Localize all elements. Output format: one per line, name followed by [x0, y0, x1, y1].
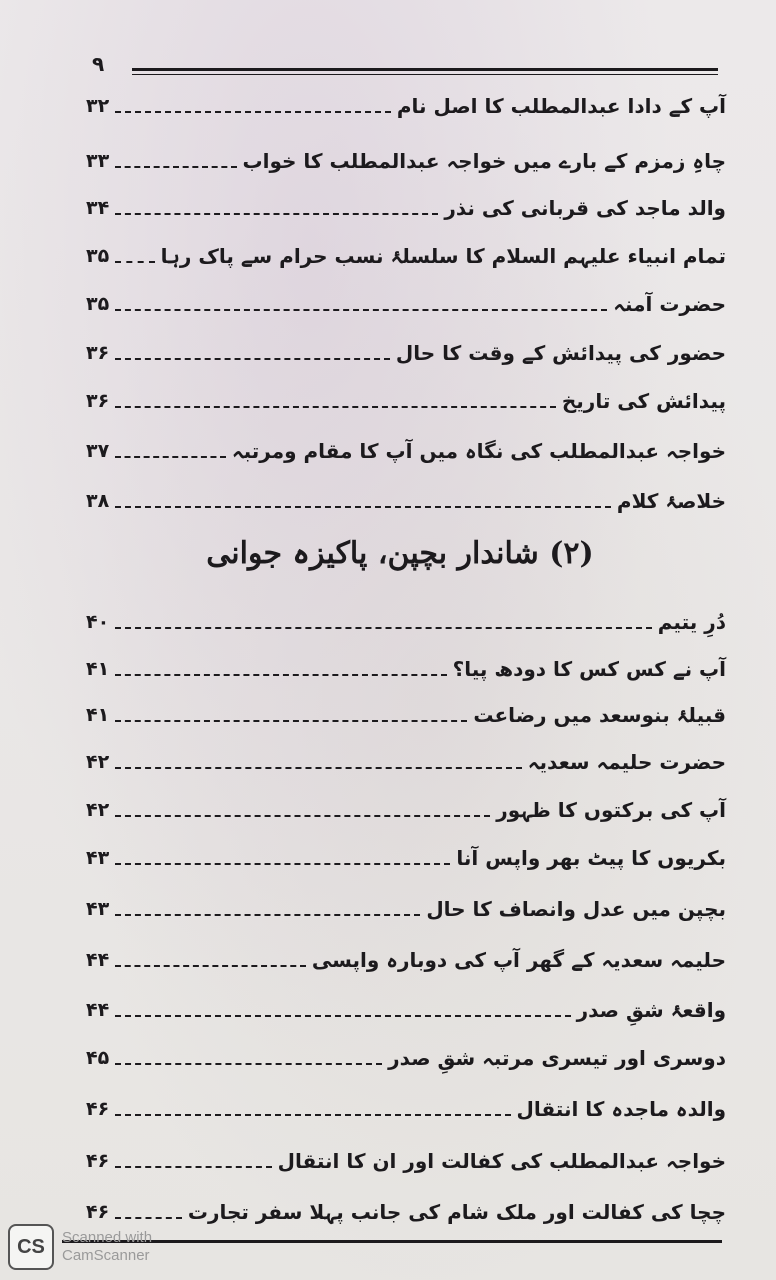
watermark-text — [62, 1229, 152, 1265]
dotted-leader — [115, 674, 446, 676]
toc-entry-page: ۳۷ — [86, 440, 110, 462]
toc-entry-title: والد ماجد کی قربانی کی نذر — [444, 196, 726, 220]
toc-entry[interactable] — [86, 1040, 726, 1076]
dotted-leader — [115, 456, 226, 458]
toc-entry[interactable] — [86, 383, 726, 419]
toc-entry[interactable] — [86, 483, 726, 519]
toc-entry-title: دوسری اور تیسری مرتبہ شقِ صدر — [388, 1046, 726, 1070]
dotted-leader — [115, 1015, 570, 1017]
toc-entry-title: دُرِ یتیم — [657, 610, 726, 634]
toc-entry[interactable] — [86, 1091, 726, 1127]
toc-entry[interactable] — [86, 651, 726, 687]
toc-entry[interactable] — [86, 335, 726, 371]
toc-entry-page: ۴۱ — [86, 704, 110, 726]
dotted-leader — [115, 815, 490, 817]
toc-entry-page: ۴۲ — [86, 799, 110, 821]
toc-entry-page: ۴۶ — [86, 1098, 110, 1120]
toc-entry[interactable] — [86, 792, 726, 828]
toc-entry-page: ۴۰ — [86, 611, 110, 633]
toc-entry-page: ۴۴ — [86, 949, 110, 971]
toc-entry-title: والدہ ماجدہ کا انتقال — [516, 1097, 726, 1121]
toc-entry-title: آپ نے کس کس کا دودھ پیا؟ — [452, 657, 726, 681]
toc-entry-title: پیدائش کی تاریخ — [561, 389, 726, 413]
toc-entry-page: ۳۸ — [86, 490, 110, 512]
toc-entry[interactable] — [86, 942, 726, 978]
toc-entry-page: ۴۳ — [86, 898, 110, 920]
dotted-leader — [115, 627, 652, 629]
toc-entry[interactable] — [86, 1143, 726, 1179]
toc-entry-page: ۴۶ — [86, 1201, 110, 1223]
toc-entry-title: واقعۂ شقِ صدر — [576, 998, 726, 1022]
toc-entry-title: چچا کی کفالت اور ملک شام کی جانب پہلا سفر تجارت — [187, 1200, 726, 1224]
toc-entry-title: آپ کے دادا عبدالمطلب کا اصل نام — [396, 94, 726, 118]
dotted-leader — [115, 1217, 182, 1219]
toc-entry[interactable] — [86, 697, 726, 733]
dotted-leader — [115, 213, 438, 215]
toc-entry-page: ۴۱ — [86, 658, 110, 680]
dotted-leader — [115, 358, 390, 360]
toc-entry-title: چاہِ زمزم کے بارے میں خواجہ عبدالمطلب کا خواب — [242, 149, 726, 173]
toc-entry-title: حضرت آمنہ — [613, 292, 726, 316]
toc-entry[interactable] — [86, 286, 726, 322]
toc-entry[interactable] — [86, 744, 726, 780]
dotted-leader — [115, 863, 450, 865]
toc-entry-page: ۳۶ — [86, 342, 110, 364]
toc-entry-page: ۴۴ — [86, 999, 110, 1021]
toc-entry-title: بچپن میں عدل وانصاف کا حال — [426, 897, 726, 921]
dotted-leader — [115, 406, 556, 408]
scanner-watermark — [8, 1224, 152, 1270]
toc-entry-page: ۴۲ — [86, 751, 110, 773]
footer-rule — [62, 1240, 722, 1243]
toc-entry-page: ۳۴ — [86, 197, 110, 219]
toc-entry-page: ۳۵ — [86, 293, 110, 315]
toc-entry[interactable] — [86, 238, 726, 274]
toc-entry-title: خواجہ عبدالمطلب کی کفالت اور ان کا انتقال — [277, 1149, 726, 1173]
toc-entry-title: حضور کی پیدائش کے وقت کا حال — [395, 341, 726, 365]
toc-entry-page: ۳۳ — [86, 150, 110, 172]
dotted-leader — [115, 111, 391, 113]
toc-entry[interactable] — [86, 891, 726, 927]
toc-entry-page: ۴۶ — [86, 1150, 110, 1172]
toc-entry-title: آپ کی برکتوں کا ظہور — [496, 798, 726, 822]
dotted-leader — [115, 309, 607, 311]
toc-entry-page: ۳۶ — [86, 390, 110, 412]
dotted-leader — [115, 506, 611, 508]
toc-entry-title: تمام انبیاء علیہم السلام کا سلسلۂ نسب حرام سے پاک رہا — [160, 244, 726, 268]
dotted-leader — [115, 767, 522, 769]
toc-entry-title: حلیمہ سعدیہ کے گھر آپ کی دوبارہ واپسی — [311, 948, 726, 972]
toc-entry[interactable] — [86, 604, 726, 640]
toc-entry[interactable] — [86, 433, 726, 469]
camscanner-logo-icon: CS — [8, 1224, 54, 1270]
toc-entry-page: ۳۵ — [86, 245, 110, 267]
toc-entry-page: ۴۳ — [86, 847, 110, 869]
toc-entry-title: خواجہ عبدالمطلب کی نگاہ میں آپ کا مقام ومرتبہ — [231, 439, 726, 463]
dotted-leader — [115, 1166, 271, 1168]
dotted-leader — [115, 720, 467, 722]
watermark-line-2: CamScanner — [62, 1247, 150, 1264]
toc-entry-title: خلاصۂ کلام — [616, 489, 726, 513]
toc-entry-title: قبیلۂ بنوسعد میں رضاعت — [473, 703, 726, 727]
toc-entry[interactable] — [86, 88, 726, 124]
toc-entry[interactable] — [86, 1194, 726, 1230]
dotted-leader — [115, 914, 420, 916]
dotted-leader — [115, 1063, 382, 1065]
toc-entry-page: ۳۲ — [86, 95, 110, 117]
page-number: ۹ — [92, 52, 105, 76]
toc-entry-title: بکریوں کا پیٹ بھر واپس آنا — [456, 846, 726, 870]
toc-entry-page: ۴۵ — [86, 1047, 110, 1069]
watermark-line-1: Scanned with — [62, 1229, 153, 1246]
section-heading: (۲) شاندار بچپن، پاکیزہ جوانی — [206, 536, 594, 571]
dotted-leader — [115, 1114, 510, 1116]
dotted-leader — [115, 261, 154, 263]
dotted-leader — [115, 965, 306, 967]
toc-entry[interactable] — [86, 190, 726, 226]
toc-entry[interactable] — [86, 992, 726, 1028]
toc-entry-title: حضرت حلیمہ سعدیہ — [527, 750, 726, 774]
toc-entry[interactable] — [86, 840, 726, 876]
toc-entry[interactable] — [86, 143, 726, 179]
dotted-leader — [115, 166, 236, 168]
